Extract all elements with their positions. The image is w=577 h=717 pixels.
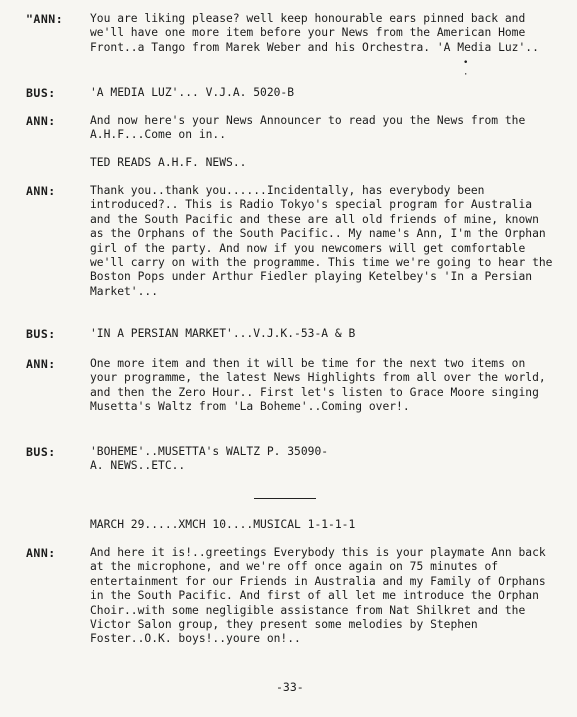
dialogue-text: You are liking please? well keep honourable ears pinned back and we'll have one more item before your News from the American Home Front..a Tango from Marek Weber and his Orchestra. 'A Media Luz'..	[90, 12, 539, 54]
speaker-label: ANN:	[26, 357, 56, 371]
speaker-label: "ANN:	[26, 12, 64, 26]
scan-speck: •	[463, 58, 469, 68]
dialogue-text: 'IN A PERSIAN MARKET'...V.J.K.-53-A & B	[90, 327, 356, 340]
speaker-label: BUS:	[26, 86, 56, 100]
speaker-label: ANN:	[26, 114, 56, 128]
heading-text: MARCH 29.....XMCH 10....MUSICAL 1-1-1-1	[90, 518, 356, 531]
dialogue-text: 'A MEDIA LUZ'... V.J.A. 5020-B	[90, 86, 295, 99]
direction-text: TED READS A.H.F. NEWS..	[90, 156, 247, 169]
speaker-label: BUS:	[26, 445, 56, 459]
dialogue-text: And now here's your News Announcer to read you the News from the A.H.F...Come on in..	[90, 114, 533, 142]
speaker-label: ANN:	[26, 184, 56, 198]
dialogue-text: One more item and then it will be time for the next two items on your programme, the latest News Highlights from all over the world, and then the Zero Hour.. First let's listen to Grace Moore singing Musetta's Waltz from 'La Boheme'..Coming over!.	[90, 357, 553, 414]
speaker-label: BUS:	[26, 327, 56, 341]
speaker-label: ANN:	[26, 546, 56, 560]
section-divider	[254, 498, 316, 499]
dialogue-text: Thank you..thank you......Incidentally, has everybody been introduced?.. This is Radio Tokyo's special program for Australia and the South Pacific and these are all old friends of mine, known as the Orphans of the South Pacific.. My name's Ann, I'm the Orphan girl of the party. And now if you newcomers will get comfortable we'll carry on with the programme. This time we're going to hear the Boston Pops under Arthur Fiedler playing Ketelbey's 'In a Persian Market'...	[90, 184, 560, 298]
dialogue-text: 'BOHEME'..MUSETTA's WALTZ P. 35090-A. NEWS..ETC..	[90, 445, 329, 473]
dialogue-text: And here it is!..greetings Everybody this is your playmate Ann back at the microphone, and we're off once again on 75 minutes of entertainment for our Friends in Australia and my Family of Orphans in the South Pacific. And first of all let me introduce the Orphan Choir..with some negligible assistance from Nat Shilkret and the Victor Salon group, they present some melodies by Stephen Foster..O.K. boys!..youre on!..	[90, 546, 553, 646]
page-number: -33-	[276, 680, 304, 694]
scan-speck: ·	[463, 70, 469, 80]
